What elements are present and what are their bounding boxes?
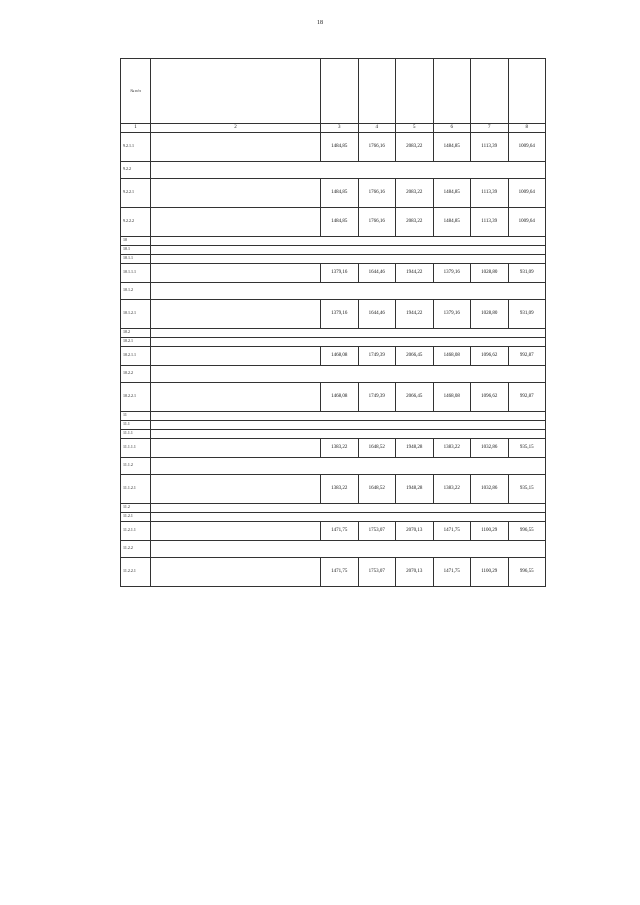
value-cell: 1113,39 <box>471 178 509 207</box>
value-cell: 2083,22 <box>396 207 434 236</box>
table-row <box>121 236 546 245</box>
header-col-group <box>151 59 321 124</box>
row-index: 10.1.2.1 <box>121 299 151 328</box>
row-description <box>151 557 321 586</box>
header-col-6 <box>433 59 471 124</box>
value-cell: 1749,39 <box>358 382 396 411</box>
value-cell: 2070,13 <box>396 557 434 586</box>
section-cell <box>151 254 546 263</box>
table-header-row <box>121 59 546 124</box>
row-index: 11.2.2.1 <box>121 557 151 586</box>
row-description <box>151 474 321 503</box>
value-cell: 1032,86 <box>471 474 509 503</box>
row-index: 9.2.2.2 <box>121 207 151 236</box>
section-cell <box>151 365 546 382</box>
table-row <box>121 429 546 438</box>
header-col-7 <box>471 59 509 124</box>
value-cell: 1749,39 <box>358 346 396 365</box>
table-row <box>121 299 546 328</box>
row-index: 11.2.2 <box>121 540 151 557</box>
value-cell: 2083,22 <box>396 178 434 207</box>
value-cell: 1471,75 <box>321 557 359 586</box>
value-cell: 935,15 <box>508 438 546 457</box>
row-index: 9.2.2 <box>121 161 151 178</box>
value-cell: 1644,46 <box>358 299 396 328</box>
value-cell: 1379,16 <box>433 299 471 328</box>
row-index: 11.1 <box>121 420 151 429</box>
section-cell <box>151 337 546 346</box>
table-row <box>121 503 546 512</box>
value-cell: 1096,62 <box>471 382 509 411</box>
table-row <box>121 132 546 161</box>
value-cell: 996,55 <box>508 521 546 540</box>
row-description <box>151 299 321 328</box>
value-cell: 1484,85 <box>321 207 359 236</box>
section-cell <box>151 429 546 438</box>
value-cell: 1383,22 <box>433 438 471 457</box>
value-cell: 1484,85 <box>321 132 359 161</box>
value-cell: 1379,16 <box>321 263 359 282</box>
section-cell <box>151 512 546 521</box>
section-cell <box>151 503 546 512</box>
row-index: 9.2.2.1 <box>121 178 151 207</box>
row-index: 10 <box>121 236 151 245</box>
value-cell: 1753,07 <box>358 521 396 540</box>
row-index: 11.1.1 <box>121 429 151 438</box>
value-cell: 1113,39 <box>471 132 509 161</box>
value-cell: 1009,64 <box>508 207 546 236</box>
value-cell: 931,09 <box>508 263 546 282</box>
value-cell: 1766,16 <box>358 132 396 161</box>
table-row <box>121 328 546 337</box>
row-index: 11.2.1 <box>121 512 151 521</box>
value-cell: 1383,22 <box>321 438 359 457</box>
colnum-6: 6 <box>433 124 471 133</box>
row-index: 10.2.2.1 <box>121 382 151 411</box>
table-row <box>121 207 546 236</box>
row-index: 11.1.1.1 <box>121 438 151 457</box>
value-cell: 1648,52 <box>358 474 396 503</box>
colnum-1: 1 <box>121 124 151 133</box>
header-col-3 <box>321 59 359 124</box>
table-row <box>121 540 546 557</box>
table-row <box>121 457 546 474</box>
table-row <box>121 263 546 282</box>
tariff-table <box>120 58 546 587</box>
section-cell <box>151 161 546 178</box>
row-description <box>151 207 321 236</box>
value-cell: 1379,16 <box>321 299 359 328</box>
value-cell: 1096,62 <box>471 346 509 365</box>
section-cell <box>151 245 546 254</box>
colnum-8: 8 <box>508 124 546 133</box>
header-col-5 <box>396 59 434 124</box>
row-description <box>151 438 321 457</box>
value-cell: 2083,22 <box>396 132 434 161</box>
row-index: 10.2.1 <box>121 337 151 346</box>
value-cell: 1944,22 <box>396 299 434 328</box>
value-cell: 1471,75 <box>321 521 359 540</box>
section-cell <box>151 411 546 420</box>
page-number: 18 <box>317 20 323 26</box>
row-description <box>151 178 321 207</box>
row-index: 11.2 <box>121 503 151 512</box>
colnum-3: 3 <box>321 124 359 133</box>
row-index: 10.1.1 <box>121 254 151 263</box>
value-cell: 1009,64 <box>508 178 546 207</box>
value-cell: 1032,86 <box>471 438 509 457</box>
section-cell <box>151 236 546 245</box>
value-cell: 1948,28 <box>396 474 434 503</box>
value-cell: 1484,85 <box>433 178 471 207</box>
table-body <box>121 132 546 586</box>
row-index: 10.1.2 <box>121 282 151 299</box>
value-cell: 1468,08 <box>433 346 471 365</box>
section-cell <box>151 328 546 337</box>
value-cell: 1766,16 <box>358 178 396 207</box>
value-cell: 1383,22 <box>433 474 471 503</box>
value-cell: 1753,07 <box>358 557 396 586</box>
header-col-number: № п/п <box>121 59 151 124</box>
table-row <box>121 254 546 263</box>
table-row <box>121 382 546 411</box>
value-cell: 992,87 <box>508 382 546 411</box>
table-row <box>121 337 546 346</box>
value-cell: 1766,16 <box>358 207 396 236</box>
row-index: 10.1.1.1 <box>121 263 151 282</box>
row-index: 10.2 <box>121 328 151 337</box>
value-cell: 1484,85 <box>433 207 471 236</box>
value-cell: 931,09 <box>508 299 546 328</box>
table-row <box>121 411 546 420</box>
header-col-8 <box>508 59 546 124</box>
value-cell: 1383,22 <box>321 474 359 503</box>
value-cell: 1028,80 <box>471 299 509 328</box>
value-cell: 1471,75 <box>433 557 471 586</box>
value-cell: 992,87 <box>508 346 546 365</box>
value-cell: 1648,52 <box>358 438 396 457</box>
row-description <box>151 132 321 161</box>
value-cell: 935,15 <box>508 474 546 503</box>
value-cell: 1484,85 <box>433 132 471 161</box>
row-index: 9.2.1.1 <box>121 132 151 161</box>
row-index: 10.2.1.1 <box>121 346 151 365</box>
row-description <box>151 346 321 365</box>
value-cell: 1468,08 <box>321 382 359 411</box>
section-cell <box>151 420 546 429</box>
column-number-row <box>121 124 546 133</box>
section-cell <box>151 457 546 474</box>
table-row <box>121 346 546 365</box>
value-cell: 1100,29 <box>471 557 509 586</box>
table-row <box>121 365 546 382</box>
value-cell: 2066,45 <box>396 346 434 365</box>
table-row <box>121 178 546 207</box>
table-row <box>121 474 546 503</box>
value-cell: 1468,08 <box>433 382 471 411</box>
value-cell: 1944,22 <box>396 263 434 282</box>
colnum-2: 2 <box>151 124 321 133</box>
value-cell: 1379,16 <box>433 263 471 282</box>
table-row <box>121 161 546 178</box>
value-cell: 1113,39 <box>471 207 509 236</box>
value-cell: 2066,45 <box>396 382 434 411</box>
value-cell: 1468,08 <box>321 346 359 365</box>
row-index: 10.2.2 <box>121 365 151 382</box>
table-row <box>121 521 546 540</box>
row-index: 11.1.2.1 <box>121 474 151 503</box>
value-cell: 2070,13 <box>396 521 434 540</box>
value-cell: 1100,29 <box>471 521 509 540</box>
table-row <box>121 512 546 521</box>
section-cell <box>151 540 546 557</box>
table-row <box>121 282 546 299</box>
row-index: 11.1.2 <box>121 457 151 474</box>
colnum-4: 4 <box>358 124 396 133</box>
row-index: 11.2.1.1 <box>121 521 151 540</box>
header-col-4 <box>358 59 396 124</box>
value-cell: 1028,80 <box>471 263 509 282</box>
section-cell <box>151 282 546 299</box>
colnum-7: 7 <box>471 124 509 133</box>
colnum-5: 5 <box>396 124 434 133</box>
value-cell: 1009,64 <box>508 132 546 161</box>
row-description <box>151 382 321 411</box>
value-cell: 1644,46 <box>358 263 396 282</box>
row-description <box>151 521 321 540</box>
value-cell: 1948,28 <box>396 438 434 457</box>
row-description <box>151 263 321 282</box>
value-cell: 1471,75 <box>433 521 471 540</box>
table-row <box>121 438 546 457</box>
row-index: 11 <box>121 411 151 420</box>
table-row <box>121 245 546 254</box>
table-row <box>121 557 546 586</box>
value-cell: 996,55 <box>508 557 546 586</box>
value-cell: 1484,85 <box>321 178 359 207</box>
row-index: 10.1 <box>121 245 151 254</box>
table-row <box>121 420 546 429</box>
